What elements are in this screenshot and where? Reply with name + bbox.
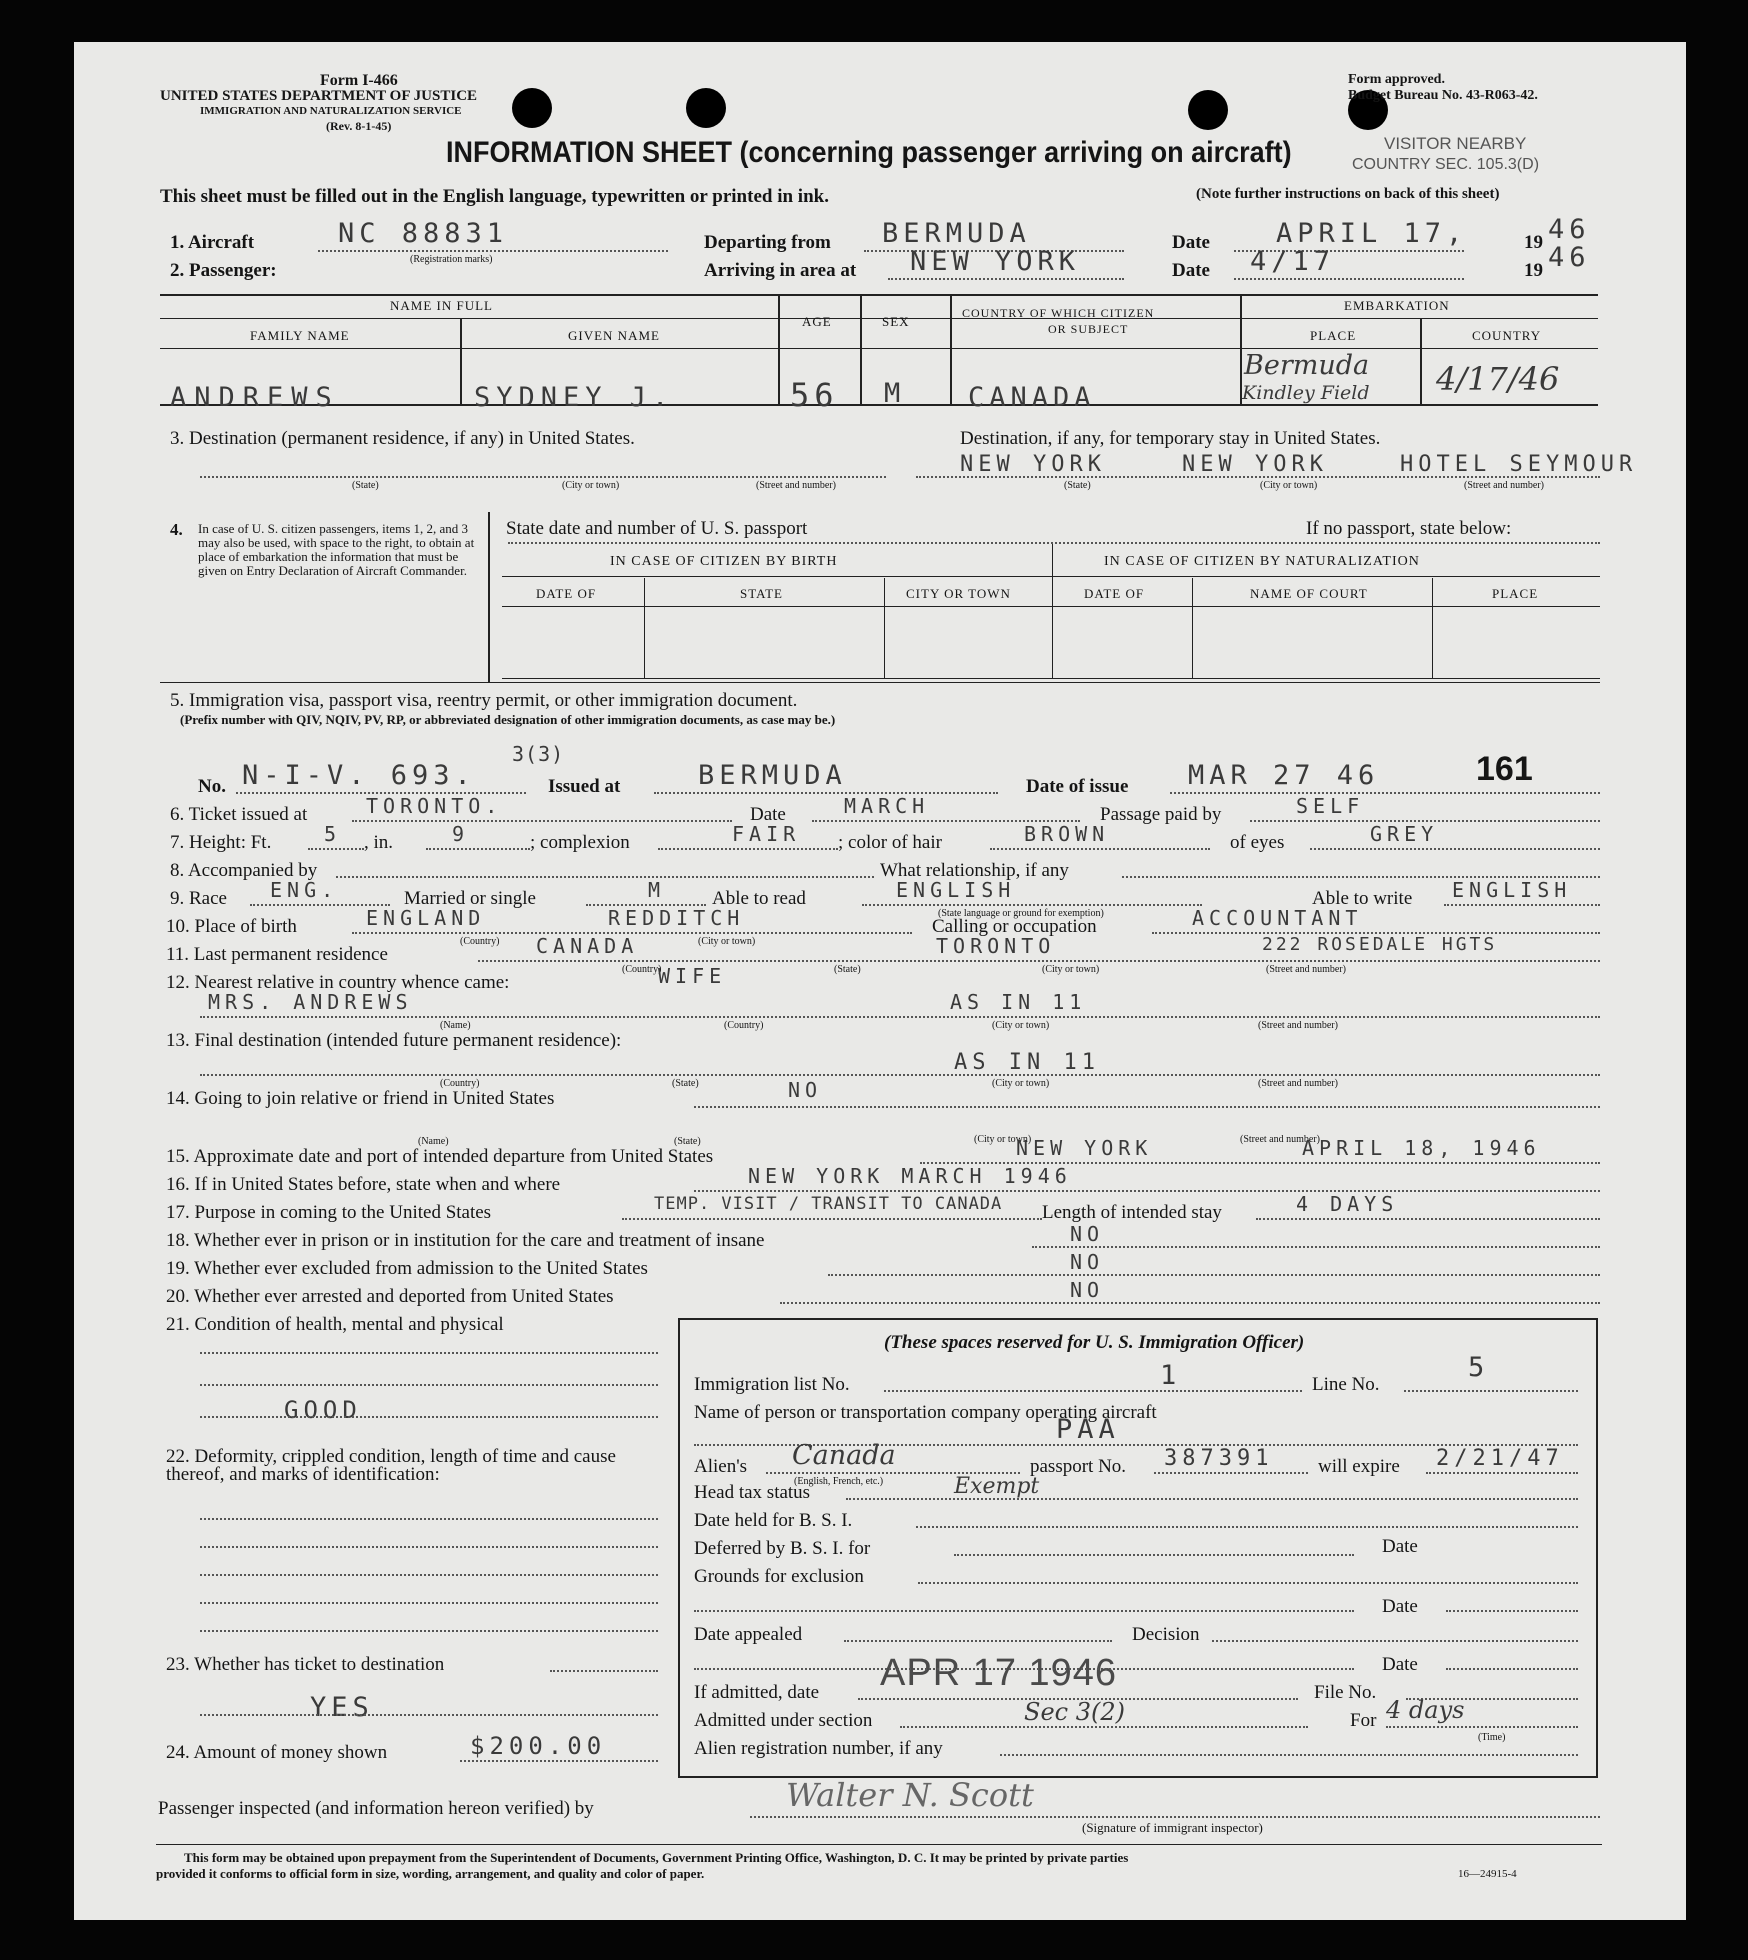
city-sub: (City or town) xyxy=(562,480,620,491)
money-label: 24. Amount of money shown xyxy=(166,1742,388,1763)
street-sub: (Street and number) xyxy=(1258,1020,1338,1031)
sex-value[interactable]: M xyxy=(884,378,906,409)
passenger-label: 2. Passenger: xyxy=(170,260,277,281)
marital-label: Married or single xyxy=(404,888,536,909)
year-value[interactable]: 46 xyxy=(1548,214,1591,245)
ticket-date-label: Date xyxy=(750,804,786,825)
form-sheet xyxy=(74,42,1686,1920)
instruction: This sheet must be filled out in the English language, typewritten or printed in ink. xyxy=(160,186,829,207)
city-sub: (City or town) xyxy=(1042,964,1100,975)
arrival-date-value[interactable]: 4/17 xyxy=(1250,246,1336,277)
registration-sub: (Registration marks) xyxy=(410,254,493,265)
budget-bureau: Budget Bureau No. 43-R063-42. xyxy=(1348,88,1538,103)
relative-label: 12. Nearest relative in country whence came: xyxy=(166,972,510,993)
company-value[interactable]: PAA xyxy=(1056,1414,1120,1445)
state-sub: (State) xyxy=(672,1078,699,1089)
complexion-label: ; complexion xyxy=(530,832,630,853)
length-of-stay-value[interactable]: 4 DAYS xyxy=(1296,1192,1399,1216)
departure-date-value[interactable]: APRIL 18, 1946 xyxy=(1302,1136,1541,1160)
embarkation-country-value[interactable]: 4/17/46 xyxy=(1436,360,1560,398)
country-header-sub: OR SUBJECT xyxy=(1048,322,1129,336)
relative-address[interactable]: AS IN 11 xyxy=(950,990,1087,1014)
deported-label: 20. Whether ever arrested and deported from United States xyxy=(166,1286,614,1307)
prison-label: 18. Whether ever in prison or in institution for the care and treatment of insane xyxy=(166,1230,765,1251)
height-ft-value[interactable]: 5 xyxy=(324,822,342,846)
age-value[interactable]: 56 xyxy=(790,376,839,414)
passage-paid-value[interactable]: SELF xyxy=(1296,794,1365,818)
country-sub: (Country) xyxy=(724,1020,764,1031)
exemption-sub: (State language or ground for exemption) xyxy=(938,908,1104,919)
footer-note: This form may be obtained upon prepayment from the Superintendent of Documents, Government Printing Office, Washington, D. C. It may be printed by private parties xyxy=(184,1850,1129,1865)
visa-label: 5. Immigration visa, passport visa, reentry permit, or other immigration document. xyxy=(170,690,798,711)
year-value[interactable]: 46 xyxy=(1548,242,1591,273)
name-sub: (Name) xyxy=(440,1020,471,1031)
purpose-label: 17. Purpose in coming to the United States xyxy=(166,1202,492,1223)
purpose-value[interactable]: TEMP. VISIT / TRANSIT TO CANADA xyxy=(654,1194,1003,1214)
destination-label: 3. Destination (permanent residence, if any) in United States. xyxy=(170,428,635,449)
write-value[interactable]: ENGLISH xyxy=(1452,878,1572,902)
line-no-value[interactable]: 5 xyxy=(1468,1352,1490,1383)
arriving-label: Arriving in area at xyxy=(704,260,857,281)
deferred-date-label: Date xyxy=(1382,1536,1418,1557)
name-in-full-header: NAME IN FULL xyxy=(390,298,493,313)
punch-hole xyxy=(1188,90,1228,130)
decision-label: Decision xyxy=(1132,1624,1200,1645)
height-in-value[interactable]: 9 xyxy=(452,822,470,846)
bsi-deferred-label: Deferred by B. S. I. for xyxy=(694,1538,871,1559)
excluded-label: 19. Whether ever excluded from admission to the United States xyxy=(166,1258,648,1279)
citizen-value[interactable]: CANADA xyxy=(968,382,1096,413)
ticket-label: 6. Ticket issued at xyxy=(170,804,308,825)
aircraft-value[interactable]: NC 88831 xyxy=(338,218,509,249)
temp-state-value[interactable]: NEW YORK xyxy=(960,452,1106,477)
city-sub: (City or town) xyxy=(992,1078,1050,1089)
given-name-value[interactable]: SYDNEY J. xyxy=(474,382,675,413)
race-value[interactable]: ENG. xyxy=(270,878,339,902)
place-header: PLACE xyxy=(1310,328,1357,343)
grounds-label: Grounds for exclusion xyxy=(694,1566,864,1587)
visa-sub: (Prefix number with QIV, NQIV, PV, RP, or abbreviated designation of other immigration documents, as case may be.) xyxy=(180,712,836,727)
final-destination-value[interactable]: AS IN 11 xyxy=(954,1050,1100,1075)
country-sub: (Country) xyxy=(622,964,662,975)
arriving-value[interactable]: NEW YORK xyxy=(910,246,1081,277)
inspected-by-label: Passenger inspected (and information hereon verified) by xyxy=(158,1798,594,1819)
passport-no-label: passport No. xyxy=(1030,1456,1127,1477)
stamp-number: 161 xyxy=(1476,750,1533,788)
passage-paid-label: Passage paid by xyxy=(1100,804,1222,825)
birthplace-label: 10. Place of birth xyxy=(166,916,297,937)
embarkation-header: EMBARKATION xyxy=(1344,298,1450,313)
form-number: Form I-466 xyxy=(320,72,398,89)
height-in-label: , in. xyxy=(364,832,394,853)
departure-label: 15. Approximate date and port of intended departure from United States xyxy=(166,1146,714,1167)
court-header: NAME OF COURT xyxy=(1250,586,1368,601)
visa-no-label: No. xyxy=(198,776,226,797)
relative-relationship[interactable]: WIFE xyxy=(658,964,727,988)
country-sub: (Country) xyxy=(460,936,500,947)
eyes-value[interactable]: GREY xyxy=(1370,822,1439,846)
issued-at-value[interactable]: BERMUDA xyxy=(698,760,847,791)
bsi-held-label: Date held for B. S. I. xyxy=(694,1510,853,1531)
citizen-note: In case of U. S. citizen passengers, items 1, 2, and 3 may also be used, with space to the right, to obtain at place of embarkation the information that must be given on Entry Declaration of Aircraft Commander. xyxy=(198,521,475,578)
last-residence-label: 11. Last permanent residence xyxy=(166,944,388,965)
deformity-label: 22. Deformity, crippled condition, length of time and cause thereof, and marks of identification: xyxy=(166,1446,616,1485)
company-label: Name of person or transportation company operating aircraft xyxy=(694,1402,1157,1423)
family-name-header: FAMILY NAME xyxy=(250,328,350,343)
ticket-destination-value[interactable]: YES xyxy=(310,1692,374,1723)
for-value[interactable]: 4 days xyxy=(1386,1696,1465,1724)
place-header: PLACE xyxy=(1492,586,1539,601)
occupation-label: Calling or occupation xyxy=(932,916,1097,937)
health-label: 21. Condition of health, mental and physical xyxy=(166,1314,504,1335)
by-birth-header: IN CASE OF CITIZEN BY BIRTH xyxy=(610,554,838,569)
last-residence-city[interactable]: TORONTO xyxy=(936,934,1056,958)
head-tax-label: Head tax status xyxy=(694,1482,811,1503)
date-of-header: DATE OF xyxy=(1084,586,1145,601)
country-header: COUNTRY OF WHICH CITIZEN xyxy=(962,306,1155,320)
state-sub: (State) xyxy=(352,480,379,491)
by-naturalization-header: IN CASE OF CITIZEN BY NATURALIZATION xyxy=(1104,554,1420,569)
form-title: INFORMATION SHEET (concerning passenger arriving on aircraft) xyxy=(446,136,1292,169)
temp-street-value[interactable]: HOTEL SEYMOUR xyxy=(1400,452,1638,477)
family-name-value[interactable]: ANDREWS xyxy=(170,382,340,413)
city-sub: (City or town) xyxy=(698,936,756,947)
city-header: CITY OR TOWN xyxy=(906,586,1011,601)
health-value[interactable]: GOOD xyxy=(284,1396,362,1424)
read-label: Able to read xyxy=(712,888,806,909)
relationship-label: What relationship, if any xyxy=(880,860,1069,881)
deported-value[interactable]: NO xyxy=(1070,1278,1105,1302)
date-label: Date xyxy=(1172,260,1210,281)
street-sub: (Street and number) xyxy=(1266,964,1346,975)
expire-label: will expire xyxy=(1318,1456,1400,1477)
state-sub: (State) xyxy=(674,1136,701,1147)
last-residence-street[interactable]: 222 ROSEDALE HGTS xyxy=(1262,934,1498,955)
appealed-label: Date appealed xyxy=(694,1624,803,1645)
date-of-header: DATE OF xyxy=(536,586,597,601)
service-line: IMMIGRATION AND NATURALIZATION SERVICE xyxy=(200,105,462,117)
excluded-value[interactable]: NO xyxy=(1070,1250,1105,1274)
write-label: Able to write xyxy=(1312,888,1413,909)
year-prefix: 19 xyxy=(1524,232,1543,253)
read-value[interactable]: ENGLISH xyxy=(896,878,1016,902)
join-relative-label: 14. Going to join relative or friend in United States xyxy=(166,1088,555,1109)
footer-note: provided it conforms to official form in size, wording, arrangement, and quality and color of paper. xyxy=(156,1866,705,1881)
marital-value[interactable]: M xyxy=(648,878,666,902)
ticket-value[interactable]: TORONTO. xyxy=(366,794,503,818)
city-sub: (City or town) xyxy=(1260,480,1318,491)
admitted-under-label: Admitted under section xyxy=(694,1710,873,1731)
alien-label: Alien's xyxy=(694,1456,748,1477)
prison-value[interactable]: NO xyxy=(1070,1222,1105,1246)
temp-city-value[interactable]: NEW YORK xyxy=(1182,452,1328,477)
state-sub: (State) xyxy=(834,964,861,975)
departure-port-value[interactable]: NEW YORK xyxy=(1016,1136,1153,1160)
final-destination-label: 13. Final destination (intended future permanent residence): xyxy=(166,1030,622,1051)
form-approved: Form approved. xyxy=(1348,72,1445,87)
previous-visit-value[interactable]: NEW YORK MARCH 1946 xyxy=(748,1164,1072,1188)
grounds-date-label: Date xyxy=(1382,1596,1418,1617)
state-header: STATE xyxy=(740,586,783,601)
visitor-stamp: VISITOR NEARBY xyxy=(1384,134,1527,153)
accompanied-label: 8. Accompanied by xyxy=(170,860,318,881)
passport-no-value[interactable]: 387391 xyxy=(1164,1446,1274,1471)
issued-at-label: Issued at xyxy=(548,776,621,797)
hair-label: ; color of hair xyxy=(838,832,942,853)
aircraft-label: 1. Aircraft xyxy=(170,232,255,253)
height-label: 7. Height: Ft. xyxy=(170,832,272,853)
department-line: UNITED STATES DEPARTMENT OF JUSTICE xyxy=(160,88,478,104)
for-label: For xyxy=(1350,1710,1377,1731)
visa-no-value[interactable]: N-I-V. 693. xyxy=(242,760,476,791)
signature-sub: (Signature of immigrant inspector) xyxy=(1082,1820,1263,1835)
admitted-date-label: Date xyxy=(1382,1654,1418,1675)
temp-destination-label: Destination, if any, for temporary stay in United States. xyxy=(960,428,1381,449)
street-sub: (Street and number) xyxy=(1464,480,1544,491)
previous-visit-label: 16. If in United States before, state when and where xyxy=(166,1174,561,1195)
if-admitted-label: If admitted, date xyxy=(694,1682,820,1703)
complexion-value[interactable]: FAIR xyxy=(732,822,801,846)
file-no-label: File No. xyxy=(1314,1682,1377,1703)
revision-date: (Rev. 8-1-45) xyxy=(326,119,392,133)
print-code: 16—24915-4 xyxy=(1458,1868,1517,1880)
embarkation-place-value[interactable]: Bermuda xyxy=(1244,350,1370,381)
state-sub: (State) xyxy=(1064,480,1091,491)
departing-value[interactable]: BERMUDA xyxy=(882,218,1031,249)
officer-box-title: (These spaces reserved for U. S. Immigration Officer) xyxy=(884,1332,1305,1353)
immigration-list-value[interactable]: 1 xyxy=(1160,1360,1182,1391)
ticket-date-value[interactable]: MARCH xyxy=(844,794,930,818)
street-sub: (Street and number) xyxy=(1240,1134,1320,1145)
punch-hole xyxy=(512,88,552,128)
given-name-header: GIVEN NAME xyxy=(568,328,660,343)
country-header: COUNTRY xyxy=(1472,328,1542,343)
eyes-label: of eyes xyxy=(1230,832,1285,853)
inspector-signature[interactable]: Walter N. Scott xyxy=(786,1776,1034,1814)
city-sub: (City or town) xyxy=(974,1134,1032,1145)
birth-country-value[interactable]: ENGLAND xyxy=(366,906,486,930)
departing-label: Departing from xyxy=(704,232,831,253)
line-no-label: Line No. xyxy=(1312,1374,1380,1395)
street-sub: (Street and number) xyxy=(1258,1078,1338,1089)
date-stamp: APR 17 1946 xyxy=(880,1652,1118,1694)
time-sub: (Time) xyxy=(1478,1732,1506,1743)
alien-sub: (English, French, etc.) xyxy=(794,1476,884,1487)
punch-hole xyxy=(686,88,726,128)
age-header: AGE xyxy=(802,314,832,329)
street-sub: (Street and number) xyxy=(756,480,836,491)
ticket-destination-label: 23. Whether has ticket to destination xyxy=(166,1654,445,1675)
passport-label: State date and number of U. S. passport xyxy=(506,518,808,539)
year-prefix: 19 xyxy=(1524,260,1543,281)
embarkation-place-value-2[interactable]: Kindley Field xyxy=(1242,382,1370,404)
length-of-stay-label: Length of intended stay xyxy=(1042,1202,1222,1223)
race-label: 9. Race xyxy=(170,888,227,909)
country-sub: (Country) xyxy=(440,1078,480,1089)
birth-city-value[interactable]: REDDITCH xyxy=(608,906,745,930)
alien-registration-label: Alien registration number, if any xyxy=(694,1738,943,1759)
immigration-list-label: Immigration list No. xyxy=(694,1374,850,1395)
head-tax-value[interactable]: Exempt xyxy=(954,1474,1040,1499)
section-value[interactable]: Sec 3(2) xyxy=(1024,1698,1125,1726)
join-relative-value[interactable]: NO xyxy=(788,1078,823,1102)
instruction-note: (Note further instructions on back of this sheet) xyxy=(1196,186,1500,202)
no-passport-label: If no passport, state below: xyxy=(1306,518,1512,539)
sex-header: SEX xyxy=(882,314,910,329)
city-sub: (City or town) xyxy=(992,1020,1050,1031)
name-sub: (Name) xyxy=(418,1136,449,1147)
date-of-issue-value[interactable]: MAR 27 46 xyxy=(1188,760,1380,791)
last-residence-country[interactable]: CANADA xyxy=(536,934,639,958)
date-label: Date xyxy=(1172,232,1210,253)
date-value[interactable]: APRIL 17, xyxy=(1276,218,1468,249)
occupation-value[interactable]: ACCOUNTANT xyxy=(1192,906,1363,930)
item-4-number: 4. xyxy=(170,520,183,539)
visa-no-extra: 3(3) xyxy=(512,742,565,766)
money-value[interactable]: $200.00 xyxy=(470,1732,607,1760)
expire-value[interactable]: 2/21/47 xyxy=(1436,1446,1564,1471)
relative-name[interactable]: MRS. ANDREWS xyxy=(208,990,413,1014)
alien-nationality-value[interactable]: Canada xyxy=(792,1440,896,1471)
visitor-stamp-section: COUNTRY SEC. 105.3(D) xyxy=(1352,156,1540,173)
date-of-issue-label: Date of issue xyxy=(1026,776,1129,797)
hair-value[interactable]: BROWN xyxy=(1024,822,1110,846)
